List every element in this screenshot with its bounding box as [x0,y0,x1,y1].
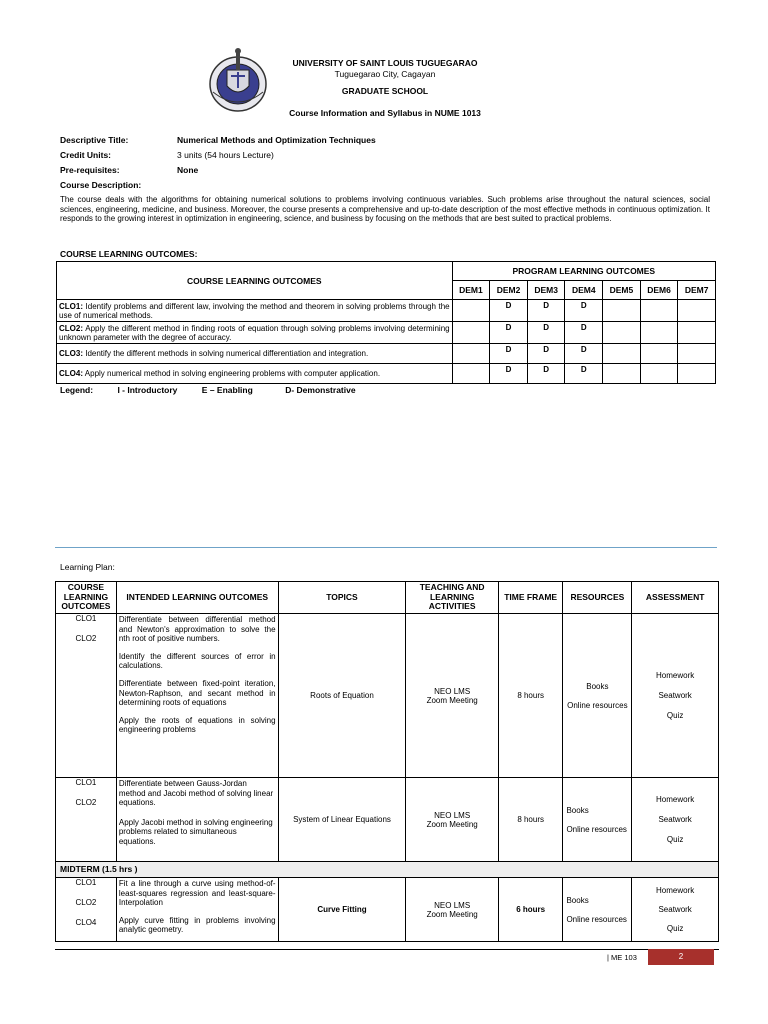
dem-cell [452,344,490,364]
clo-list: CLO1 CLO2 [56,614,117,778]
credit-units-value: 3 units (54 hours Lecture) [177,150,274,160]
plo-column-header: PROGRAM LEARNING OUTCOMES [452,262,715,281]
dem-cell: D [490,322,528,344]
descriptive-title-label: Descriptive Title: [60,135,129,145]
midterm-label: MIDTERM (1.5 hrs ) [56,862,719,878]
course-description-label: Course Description: [60,180,142,190]
ilo-cell: Fit a line through a curve using method-of-least-squares regression and least-square-Interpolation Apply curve fitting in problems involving analytic geometry. [116,878,278,942]
plan-header: TEACHING AND LEARNING ACTIVITIES [406,582,498,614]
legend-demonstrative: D- Demonstrative [285,385,356,395]
plan-header: RESOURCES [563,582,632,614]
dem-cell [452,364,490,384]
dem-cell: D [527,322,565,344]
university-seal-logo [205,46,271,114]
plan-header: TOPICS [278,582,406,614]
credit-units-label: Credit Units: [60,150,111,160]
dem-cell [678,322,716,344]
descriptive-title-value: Numerical Methods and Optimization Techniques [177,135,376,145]
dem-header: DEM7 [678,281,716,300]
dem-cell: D [565,344,603,364]
resources-cell: Books Online resources [563,878,632,942]
dem-cell: D [565,300,603,322]
clo-cell: CLO2: Apply the different method in finding roots of equation through solving problems involving determining unknown parameter with the degree of accuracy. [57,322,453,344]
dem-cell: D [490,344,528,364]
activity-cell: NEO LMS Zoom Meeting [406,878,498,942]
dem-header: DEM6 [640,281,678,300]
topic-cell: Curve Fitting [278,878,406,942]
dem-cell: D [565,364,603,384]
time-cell: 8 hours [498,778,563,862]
resources-cell: Books Online resources [563,778,632,862]
midterm-row [56,862,719,878]
activity-cell: NEO LMS Zoom Meeting [406,778,498,862]
time-cell: 8 hours [498,614,563,778]
clo-list: CLO1 CLO2 CLO4 [56,878,117,942]
activity-cell: NEO LMS Zoom Meeting [406,614,498,778]
dem-header: DEM4 [565,281,603,300]
time-cell: 6 hours [498,878,563,942]
dem-cell [603,300,641,322]
learning-plan-table [55,581,719,942]
school-name: GRADUATE SCHOOL [341,86,429,96]
clo-cell: CLO1: Identify problems and different law, involving the method and theorem in solving problems through the use of numerical methods. [57,300,453,322]
footer-rule [55,949,719,950]
dem-header: DEM5 [603,281,641,300]
table-row [57,300,716,322]
university-location: Tuguegarao City, Cagayan [334,69,436,79]
dem-cell: D [490,364,528,384]
dem-cell [678,364,716,384]
prerequisites-value: None [177,165,199,175]
plan-header: TIME FRAME [498,582,563,614]
dem-cell: D [527,300,565,322]
dem-cell: D [490,300,528,322]
clo-table [56,261,716,384]
dem-header: DEM2 [490,281,528,300]
table-row [57,364,716,384]
university-name: UNIVERSITY OF SAINT LOUIS TUGUEGARAO [292,58,478,68]
page-divider [55,547,717,548]
ilo-cell: Differentiate between Gauss-Jordan method and Jacobi method of solving linear equations. Apply Jacobi method in solving engineering problems related to simultaneous equations. [116,778,278,862]
assessment-cell: Homework Seatwork Quiz [632,614,719,778]
topic-cell: Roots of Equation [278,614,406,778]
dem-header: DEM1 [452,281,490,300]
dem-cell [640,322,678,344]
topic-cell: System of Linear Equations [278,778,406,862]
legend [60,385,356,395]
plan-header: COURSE LEARNING OUTCOMES [56,582,117,614]
dem-cell [452,300,490,322]
dem-cell [603,344,641,364]
clo-cell: CLO4: Apply numerical method in solving engineering problems with computer application. [57,364,453,384]
plan-header: ASSESSMENT [632,582,719,614]
table-row [56,878,719,942]
resources-cell: Books Online resources [563,614,632,778]
clo-section-heading: COURSE LEARNING OUTCOMES: [60,249,198,259]
clo-cell: CLO3: Identify the different methods in solving numerical differentiation and integration. [57,344,453,364]
clo-list: CLO1 CLO2 [56,778,117,862]
table-row [56,614,719,778]
dem-cell: D [527,344,565,364]
dem-header: DEM3 [527,281,565,300]
legend-enabling: E – Enabling [201,385,253,395]
dem-cell [678,300,716,322]
table-row [57,344,716,364]
ilo-cell: Differentiate between differential method and Newton's approximation to solve the nth root of positive numbers. Identify the different sources of error in calculations. Differentiate between fixed-point iteration, Newton-Raphson, and secant method in determining roots of equations Apply the roots of equations in solving engineering problems [116,614,278,778]
table-row [57,322,716,344]
course-description-text: The course deals with the algorithms for obtaining numerical solutions to problems involving continuous variables. Such problems arise throughout the natural sciences, social sciences, engineering, medicine, and business. Moreover, the course presents a comprehensive and up-to-date description of the most effective methods in continuous optimization. It responds to the growing interest in optimization in engineering, science, and business by focusing on the methods that are best suited to practical problems. [60,195,710,224]
dem-cell [678,344,716,364]
dem-cell [640,344,678,364]
prerequisites-label: Pre-requisites: [60,165,120,175]
footer-course-code: | ME 103 [607,953,637,962]
assessment-cell: Homework Seatwork Quiz [632,778,719,862]
plan-header: INTENDED LEARNING OUTCOMES [116,582,278,614]
footer-page-number: 2 [648,949,714,965]
learning-plan-title: Learning Plan: [60,562,115,572]
dem-cell [640,364,678,384]
legend-label: Legend: [60,385,94,395]
clo-column-header: COURSE LEARNING OUTCOMES [57,262,453,300]
syllabus-title: Course Information and Syllabus in NUME 1013 [289,108,481,118]
table-row [56,778,719,862]
dem-cell [640,300,678,322]
dem-cell: D [565,322,603,344]
dem-cell: D [527,364,565,384]
dem-cell [603,322,641,344]
dem-cell [452,322,490,344]
dem-cell [603,364,641,384]
assessment-cell: Homework Seatwork Quiz [632,878,719,942]
legend-introductory: I - Introductory [117,385,178,395]
